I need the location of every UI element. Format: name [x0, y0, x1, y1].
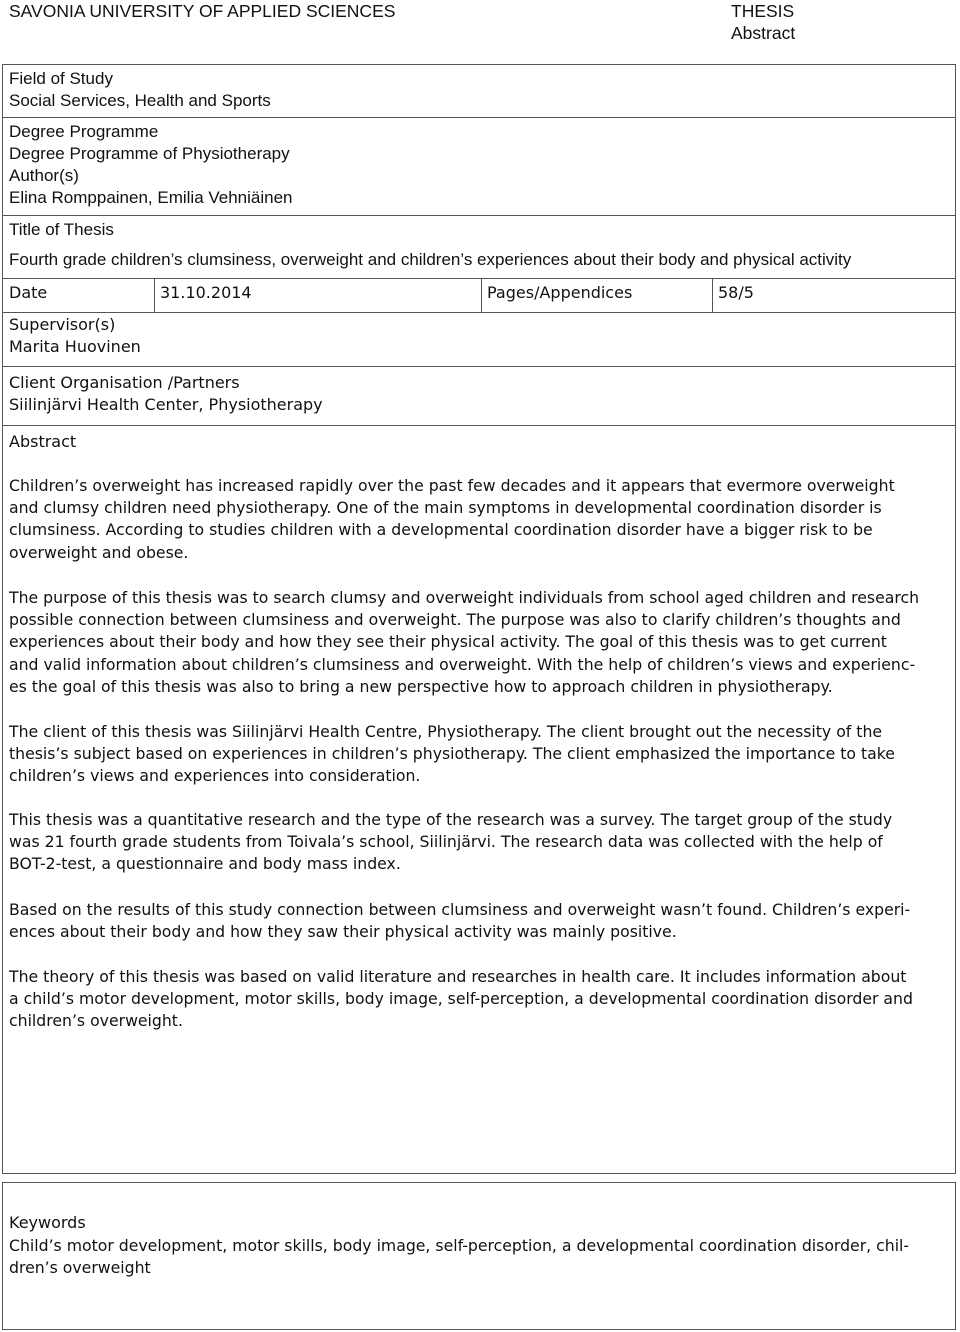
text-line: was 21 fourth grade students from Toivala’s school, Siilinjärvi. The research data was collected with the help of	[9, 832, 883, 852]
authors-value: Elina Romppainen, Emilia Vehniäinen	[9, 188, 293, 207]
text-line: clumsiness. According to studies children with a developmental coordination disorder have a bigger risk to be	[9, 520, 873, 540]
abstract-form	[2, 64, 956, 1174]
text-line: experiences about their body and how they see their physical activity. The goal of this thesis was to get current	[9, 632, 887, 652]
title-label: Title of Thesis	[9, 220, 114, 239]
divider	[481, 278, 482, 312]
divider	[3, 312, 955, 313]
text-line: Child’s motor development, motor skills, body image, self-perception, a developmental coordination disorder, chil-	[9, 1236, 910, 1255]
keywords-text	[9, 1235, 953, 1279]
text-line: children’s overweight.	[9, 1011, 183, 1031]
text-line: The client of this thesis was Siilinjärvi Health Centre, Physiotherapy. The client brought out the necessity of the	[9, 722, 883, 741]
pages-value: 58/5	[718, 283, 754, 302]
field-of-study-label: Field of Study	[9, 69, 113, 88]
pages-label: Pages/Appendices	[487, 283, 633, 302]
abstract-paragraph	[9, 899, 953, 943]
date-value: 31.10.2014	[160, 283, 252, 302]
abstract-paragraph	[9, 809, 953, 876]
thesis-title: Fourth grade children’s clumsiness, overweight and children’s experiences about their body and physical activity	[9, 250, 852, 269]
text-line: This thesis was a quantitative research and the type of the research was a survey. The target group of the study	[9, 810, 893, 829]
text-line: The theory of this thesis was based on valid literature and researches in health care. It includes information about	[9, 967, 907, 986]
degree-programme-value: Degree Programme of Physiotherapy	[9, 144, 290, 163]
divider	[3, 366, 955, 367]
supervisor-label: Supervisor(s)	[9, 315, 116, 334]
supervisor-value: Marita Huovinen	[9, 337, 141, 356]
text-line: The purpose of this thesis was to search clumsy and overweight individuals from school aged children and research	[9, 588, 920, 607]
divider	[3, 117, 955, 118]
keywords-label: Keywords	[9, 1213, 86, 1232]
degree-programme-label: Degree Programme	[9, 122, 159, 141]
document-subtype: Abstract	[731, 23, 796, 43]
text-line: ences about their body and how they saw their physical activity was mainly positive.	[9, 922, 677, 942]
text-line: overweight and obese.	[9, 542, 189, 562]
text-line: children’s views and experiences into consideration.	[9, 766, 421, 786]
client-label: Client Organisation /Partners	[9, 373, 240, 392]
text-line: a child’s motor development, motor skills, body image, self-perception, a developmental coordination disorder and	[9, 989, 913, 1009]
divider	[3, 278, 955, 279]
text-line: BOT-2-test, a questionnaire and body mass index.	[9, 854, 401, 874]
text-line: Children’s overweight has increased rapidly over the past few decades and it appears that evermore overweight	[9, 476, 895, 495]
text-line: and valid information about children’s clumsiness and overweight. With the help of children’s views and experienc-	[9, 654, 916, 674]
client-value: Siilinjärvi Health Center, Physiotherapy	[9, 395, 323, 414]
university-name: SAVONIA UNIVERSITY OF APPLIED SCIENCES	[9, 1, 396, 21]
text-line: possible connection between clumsiness and overweight. The purpose was also to clarify children’s thoughts and	[9, 610, 901, 630]
divider	[154, 278, 155, 312]
abstract-paragraph	[9, 475, 953, 564]
abstract-paragraph	[9, 966, 953, 1033]
keywords-box	[2, 1182, 956, 1330]
field-of-study-value: Social Services, Health and Sports	[9, 91, 271, 110]
date-label: Date	[9, 283, 48, 302]
text-line: es the goal of this thesis was also to bring a new perspective how to approach children in physiotherapy.	[9, 676, 833, 696]
authors-label: Author(s)	[9, 166, 79, 185]
text-line: Based on the results of this study connection between clumsiness and overweight wasn’t found. Children’s experi-	[9, 900, 911, 919]
document-type: THESIS	[731, 1, 795, 21]
text-line: and clumsy children need physiotherapy. One of the main symptoms in developmental coordination disorder is	[9, 498, 882, 518]
abstract-paragraph	[9, 587, 953, 698]
divider	[712, 278, 713, 312]
divider	[3, 215, 955, 216]
text-line: dren’s overweight	[9, 1258, 151, 1278]
abstract-paragraph	[9, 721, 953, 788]
text-line: thesis’s subject based on experiences in children’s physiotherapy. The client emphasized the importance to take	[9, 744, 895, 764]
divider	[3, 425, 955, 426]
abstract-label: Abstract	[9, 432, 77, 451]
